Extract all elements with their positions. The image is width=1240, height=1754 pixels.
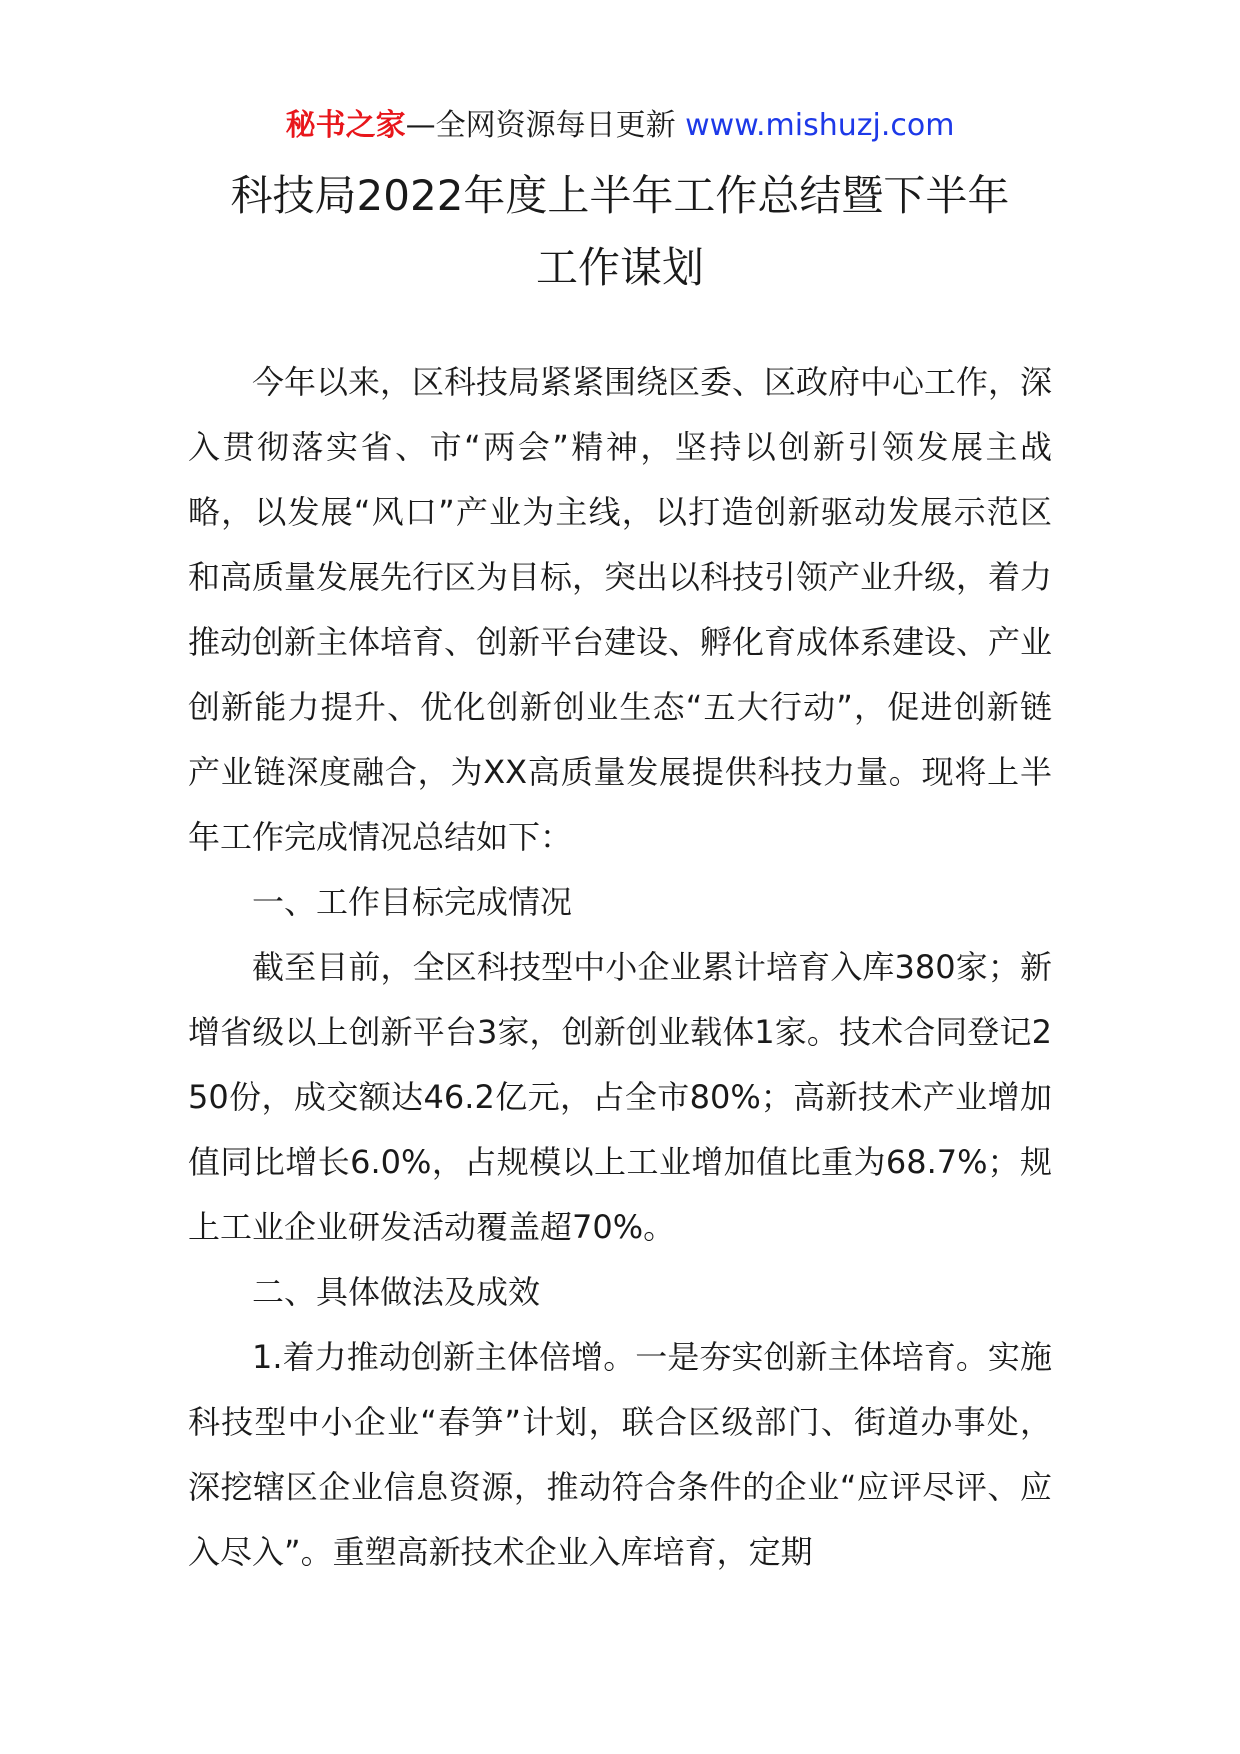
- title-line-2: 工作谋划: [535, 243, 704, 292]
- section-1-paragraph: 截至目前，全区科技型中小企业累计培育入库380家；新增省级以上创新平台3家，创新创业载体1家。技术合同登记250份，成交额达46.2亿元，占全市80%；高新技术产业增加值同比增长6.0%，占规模以上工业增加值比重为68.7%；规上工业企业研发活动覆盖超70%。: [188, 948, 1052, 1246]
- document-title: [0, 160, 1240, 304]
- watermark-header: [0, 104, 1240, 148]
- section-2-paragraph: 1.着力推动创新主体倍增。一是夯实创新主体培育。实施科技型中小企业“春笋”计划，联合区级部门、街道办事处，深挖辖区企业信息资源，推动符合条件的企业“应评尽评、应入尽入”。重塑高新技术企业入库培育，定期: [188, 1338, 1052, 1571]
- brand-name: 秘书之家: [285, 108, 406, 143]
- section-heading-1: 一、工作目标完成情况: [252, 883, 573, 921]
- intro-paragraph: 今年以来，区科技局紧紧围绕区委、区政府中心工作，深入贯彻落实省、市“两会”精神，坚持以创新引领发展主战略，以发展“风口”产业为主线，以打造创新驱动发展示范区和高质量发展先行区为目标，突出以科技引领产业升级，着力推动创新主体培育、创新平台建设、孵化育成体系建设、产业创新能力提升、优化创新创业生态“五大行动”，促进创新链产业链深度融合，为XX高质量发展提供科技力量。现将上半年工作完成情况总结如下：: [188, 363, 1053, 856]
- document-body: [188, 350, 1052, 1585]
- section-heading-2: 二、具体做法及成效: [252, 1273, 541, 1311]
- header-tagline: —全网资源每日更新: [405, 108, 676, 143]
- title-line-1: 科技局2022年度上半年工作总结暨下半年: [230, 171, 1010, 220]
- site-url-link[interactable]: www.mishuzj.com: [685, 108, 955, 143]
